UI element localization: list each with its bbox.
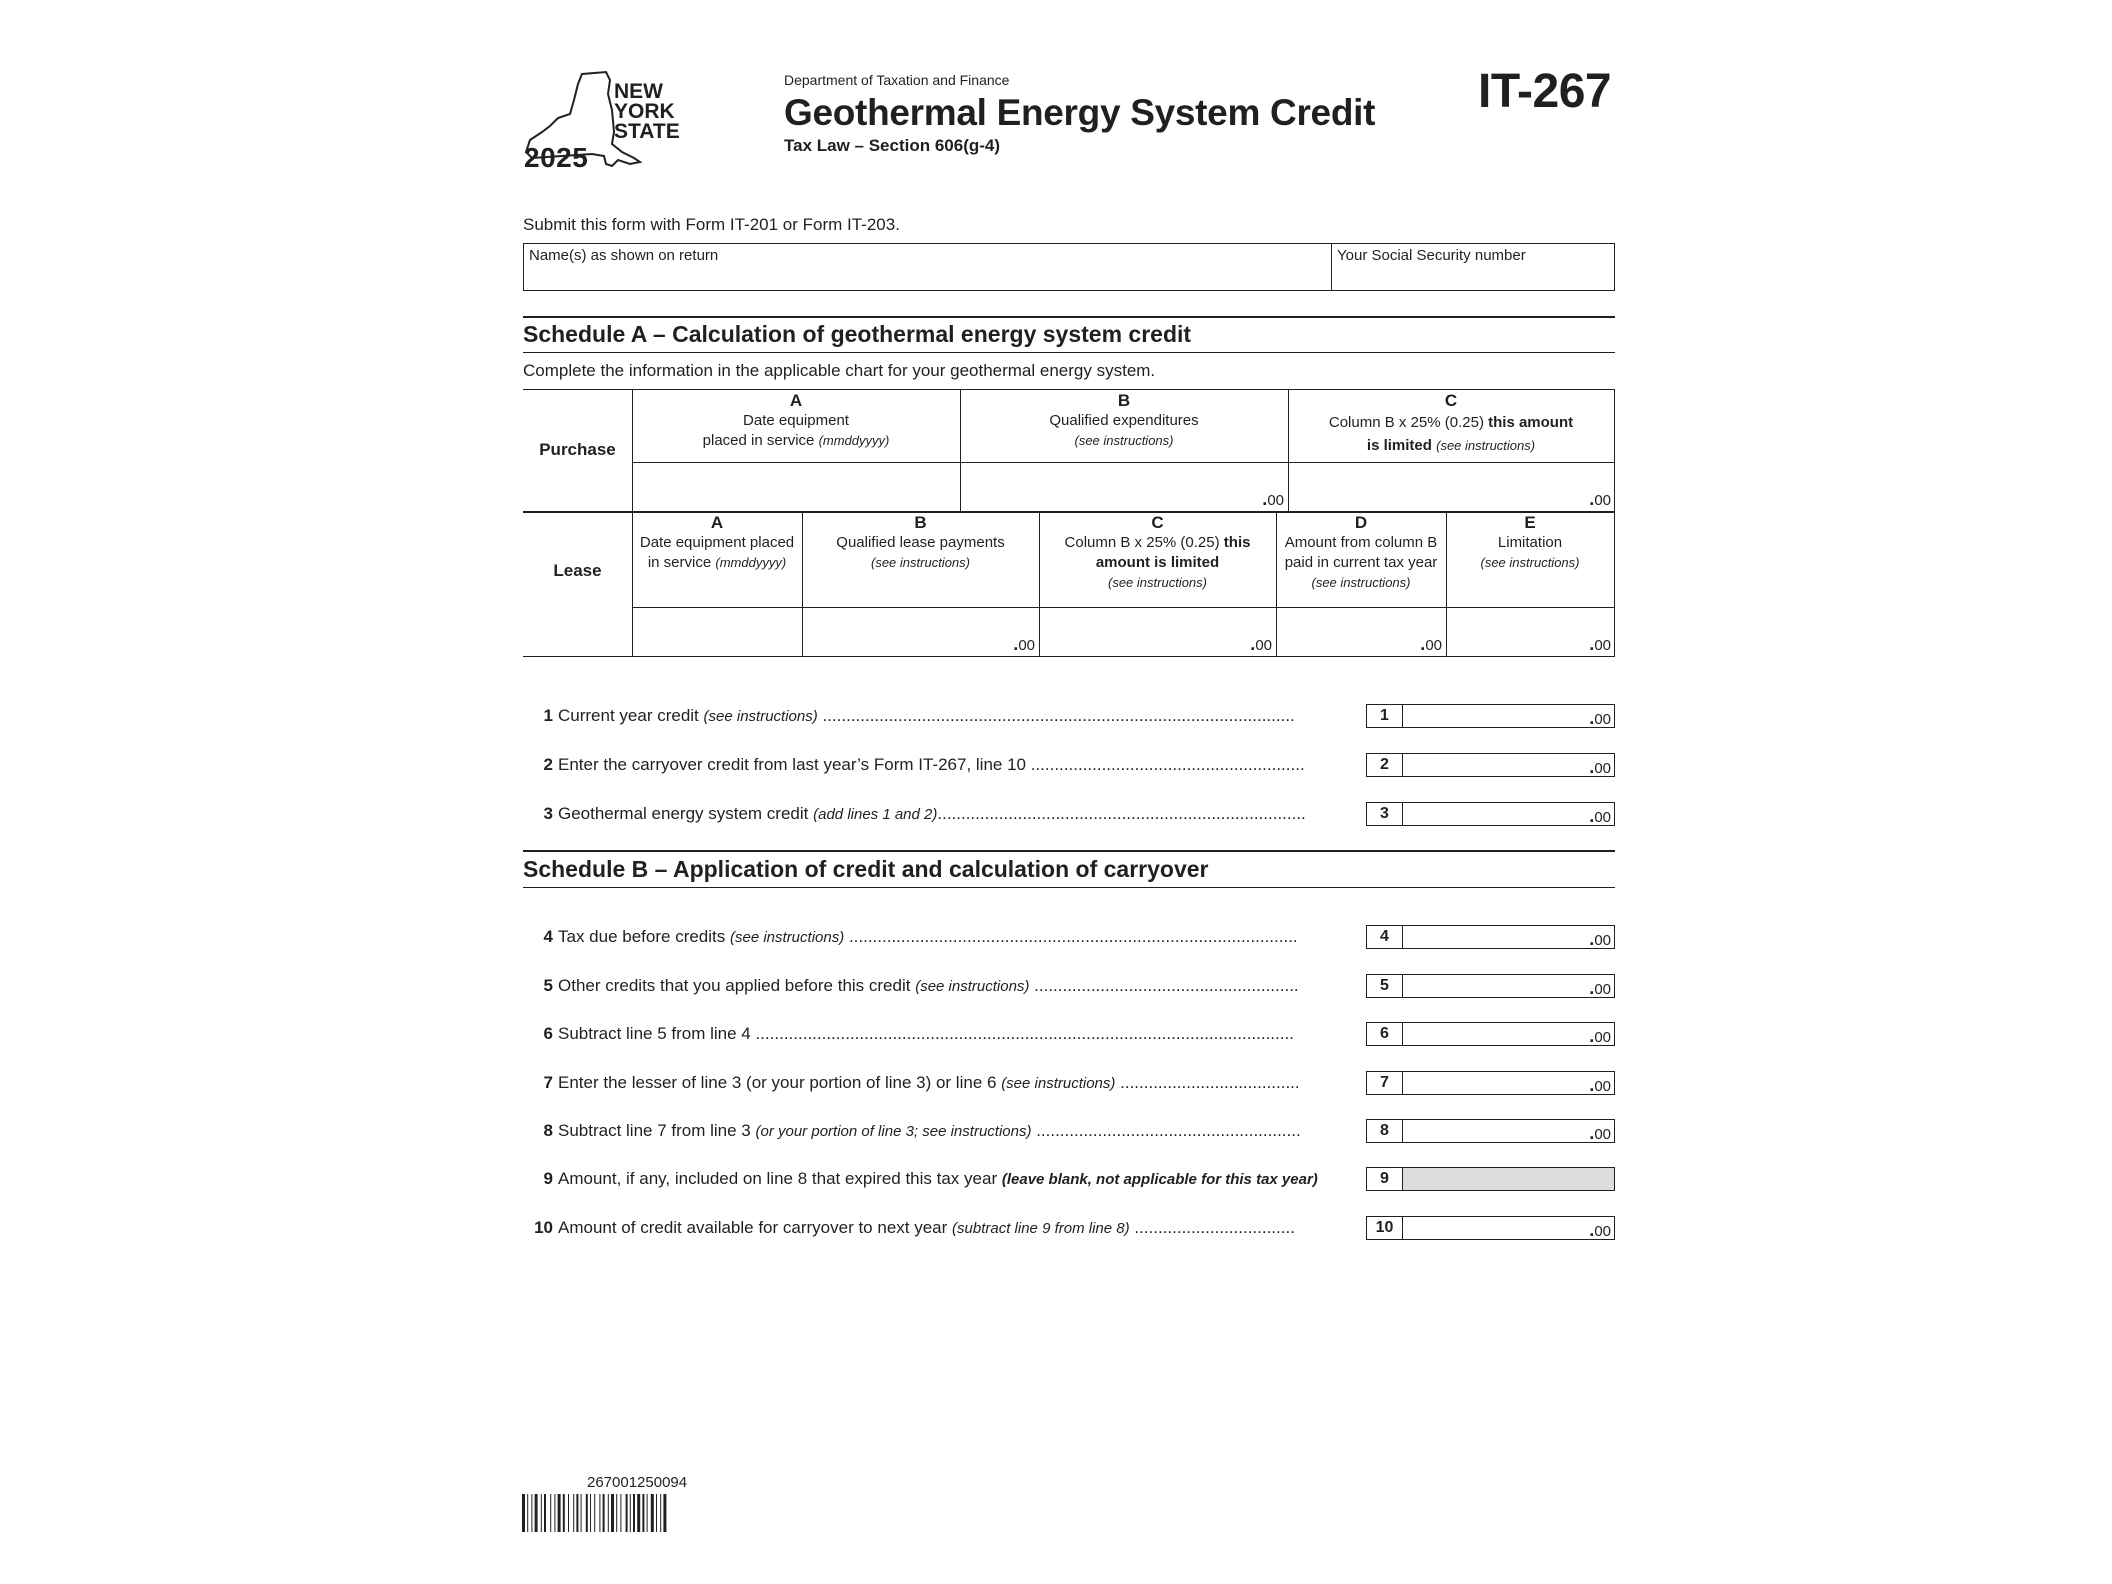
barcode-number: 267001250094: [587, 1474, 688, 1491]
line-5-amount-input[interactable]: .00: [1403, 974, 1615, 998]
purchase-credit-input[interactable]: .00: [1589, 489, 1611, 509]
form-title: Geothermal Energy System Credit: [784, 92, 1376, 133]
line-3: 3 Geothermal energy system credit (add lines 1 and 2).............................................................................. 3 .00: [523, 802, 1615, 828]
purchase-row-label: Purchase: [539, 440, 616, 459]
line-10-amount-input[interactable]: .00: [1403, 1216, 1615, 1240]
line-5: 5 Other credits that you applied before this credit (see instructions) ........................................................ 5 .00: [523, 974, 1615, 1000]
purchase-col-c-header: C Column B x 25% (0.25) this amount is limited (see instructions): [1328, 391, 1574, 454]
lease-payments-input[interactable]: .00: [1013, 634, 1035, 654]
lease-limitation-input[interactable]: .00: [1589, 634, 1611, 654]
lease-current-year-amount-input[interactable]: .00: [1420, 634, 1442, 654]
purchase-col-a-header: A Date equipment placed in service (mmddyyyy): [702, 391, 890, 449]
form-subtitle: Tax Law – Section 606(g-4): [784, 136, 1001, 155]
nys-logo: [522, 70, 692, 176]
line-8: 8 Subtract line 7 from line 3 (or your portion of line 3; see instructions) ........................................................ 8 .00: [523, 1119, 1615, 1145]
line-4-amount-input[interactable]: .00: [1403, 925, 1615, 949]
logo-state-name: NEW YORK STATE: [614, 80, 680, 143]
lease-col-a-header: A Date equipment placed in service (mmddyyyy): [639, 513, 795, 571]
schedule-a-bottom-rule: [523, 352, 1615, 353]
schedule-b-bottom-rule: [523, 887, 1615, 888]
department-name: Department of Taxation and Finance: [784, 72, 1010, 88]
ssn-field[interactable]: [1332, 244, 1616, 290]
schedule-b-top-rule: [523, 850, 1615, 852]
line-2-amount-input[interactable]: .00: [1403, 753, 1615, 777]
schedule-a-top-rule: [523, 316, 1615, 318]
purchase-col-b-header: B Qualified expenditures (see instructions): [1049, 391, 1199, 448]
form-number: IT-267: [1478, 65, 1612, 118]
lease-credit-input[interactable]: .00: [1250, 634, 1272, 654]
schedule-a-instruction: Complete the information in the applicable chart for your geothermal energy system.: [523, 361, 1156, 380]
line-1: 1 Current year credit (see instructions) .................................................................................................... 1 .00: [523, 704, 1615, 730]
lease-col-c-header: C Column B x 25% (0.25) this amount is limited (see instructions): [1064, 513, 1251, 590]
line-7-amount-input[interactable]: .00: [1403, 1071, 1615, 1095]
line-6-amount-input[interactable]: .00: [1403, 1022, 1615, 1046]
submit-note: Submit this form with Form IT-201 or Form IT-203.: [523, 215, 900, 234]
lease-col-b-header: B Qualified lease payments (see instructions): [836, 513, 1005, 570]
line-10: 10 Amount of credit available for carryover to next year (subtract line 9 from line 8) .................................. 10 .00: [523, 1216, 1615, 1242]
line-4: 4 Tax due before credits (see instructions) ............................................................................................... 4 .00: [523, 925, 1615, 951]
line-2: 2 Enter the carryover credit from last year’s Form IT-267, line 10 .......................................................... 2 .00: [523, 753, 1615, 779]
line-1-amount-input[interactable]: .00: [1403, 704, 1615, 728]
purchase-date-input[interactable]: [633, 463, 959, 510]
lease-row-label: Lease: [553, 561, 602, 580]
tax-year: 2025: [524, 142, 589, 173]
line-9-shaded-box: [1403, 1167, 1615, 1191]
name-field[interactable]: [524, 244, 1332, 290]
lease-col-e-header: E Limitation (see instructions): [1480, 513, 1580, 570]
lease-date-input[interactable]: [633, 608, 801, 655]
line-8-amount-input[interactable]: .00: [1403, 1119, 1615, 1143]
line-3-amount-input[interactable]: .00: [1403, 802, 1615, 826]
line-6: 6 Subtract line 5 from line 4 .................................................................................................................. 6 .00: [523, 1022, 1615, 1048]
lease-col-d-header: D Amount from column B paid in current tax year (see instructions): [1284, 513, 1438, 590]
purchase-expenditures-input[interactable]: .00: [1262, 489, 1284, 509]
taxpayer-id-box: [523, 243, 1615, 291]
schedule-a-title: Schedule A – Calculation of geothermal energy system credit: [523, 321, 1192, 347]
ssn-field-label: Your Social Security number: [1337, 247, 1526, 264]
name-field-label: Name(s) as shown on return: [529, 247, 719, 264]
line-9: 9 Amount, if any, included on line 8 that expired this tax year (leave blank, not applicable for this tax year) 9: [523, 1167, 1615, 1193]
schedule-b-title: Schedule B – Application of credit and calculation of carryover: [523, 856, 1209, 882]
barcode-icon: [522, 1494, 762, 1532]
line-7: 7 Enter the lesser of line 3 (or your portion of line 3) or line 6 (see instructions) ...................................... 7 .00: [523, 1071, 1615, 1097]
